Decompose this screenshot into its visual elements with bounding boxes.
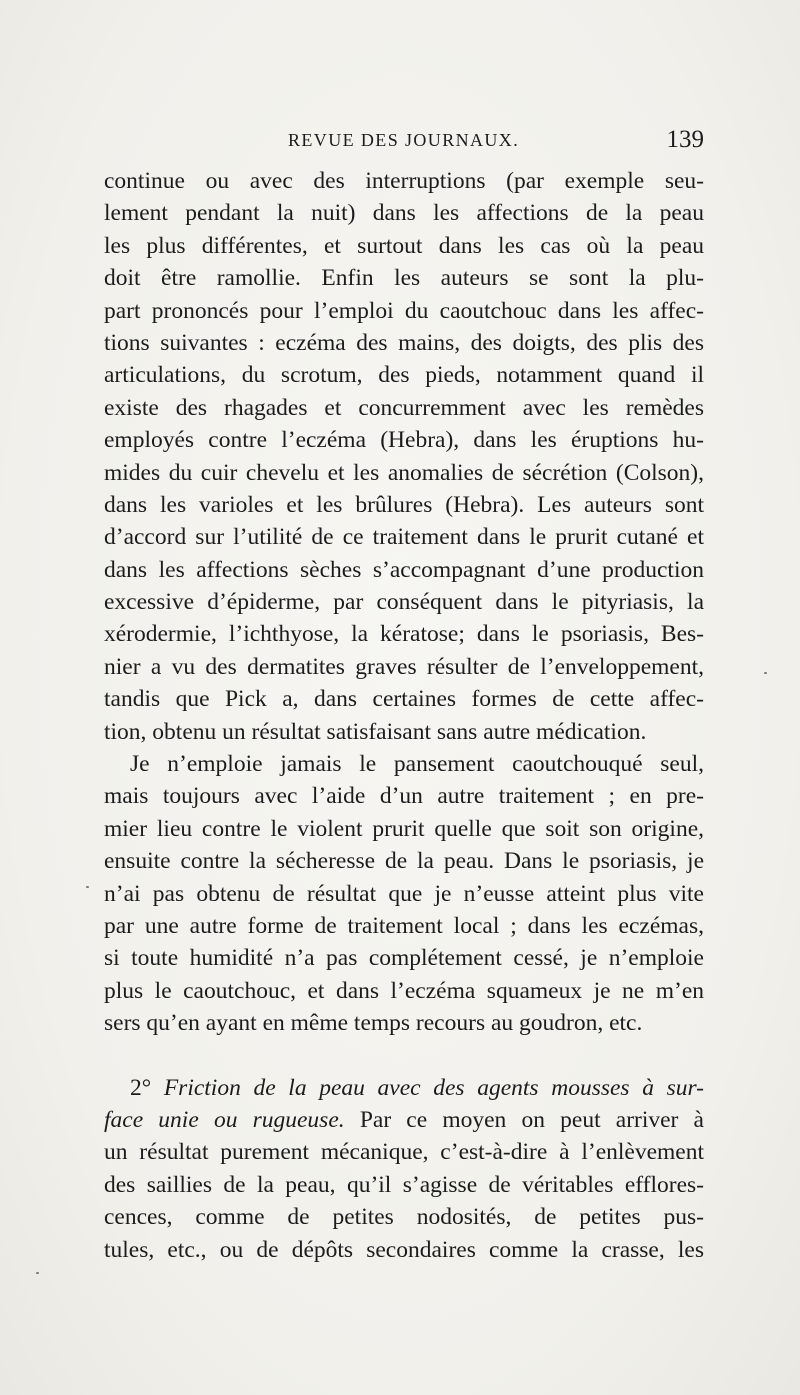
text-line: excessive d’épiderme, par conséquent dans le pityriasis, la	[104, 589, 704, 616]
text-line: doit être ramollie. Enfin les auteurs se sont la plu-	[104, 265, 704, 292]
text-line: tions suivantes : eczéma des mains, des doigts, des plis des	[104, 329, 704, 356]
text-run: Par ce moyen on peut arriver à	[359, 1106, 704, 1133]
text-line: un résultat purement mécanique, c’est-à-dire à l’enlèvement	[104, 1139, 704, 1166]
paper-speck	[764, 672, 767, 674]
text-line: mides du cuir chevelu et les anomalies de sécrétion (Colson),	[104, 459, 704, 486]
text-line: ensuite contre la sécheresse de la peau. Dans le psoriasis, je	[104, 848, 704, 875]
text-line: n’ai pas obtenu de résultat que je n’eusse atteint plus vite	[104, 880, 704, 907]
text-line: lement pendant la nuit) dans les affections de la peau	[104, 200, 704, 227]
text-line: les plus différentes, et surtout dans les cas où la peau	[104, 232, 704, 259]
paper-speck	[86, 886, 89, 888]
page-number: 139	[666, 126, 704, 153]
text-line: dans les varioles et les brûlures (Hebra). Les auteurs sont	[104, 491, 704, 518]
text-line: tules, etc., ou de dépôts secondaires comme la crasse, les	[104, 1236, 704, 1263]
text-line: si toute humidité n’a pas complétement cessé, je n’emploie	[104, 945, 704, 972]
paragraph-gap	[104, 1040, 704, 1072]
paper-speck	[36, 1272, 39, 1274]
italic-heading: Friction de la peau avec des agents mousses à sur-	[163, 1074, 704, 1101]
text-line: part prononcés pour l’emploi du caoutchouc dans les affec-	[104, 297, 704, 324]
text-line: existe des rhagades et concurremment avec les remèdes	[104, 394, 704, 421]
text-line: tandis que Pick a, dans certaines formes de cette affec-	[104, 686, 704, 713]
text-line: continue ou avec des interruptions (par exemple seu-	[104, 168, 704, 194]
text-line: articulations, du scrotum, des pieds, notamment quand il	[104, 362, 704, 389]
text-line: employés contre l’eczéma (Hebra), dans les éruptions hu-	[104, 427, 704, 454]
text-line: dans les affections sèches s’accompagnant d’une production	[104, 556, 704, 583]
paragraph-2	[104, 748, 704, 1040]
running-title: REVUE DES JOURNAUX.	[288, 130, 520, 150]
running-head	[104, 126, 704, 160]
italic-heading-cont: face unie ou rugueuse.	[104, 1106, 345, 1133]
text-line-heading	[104, 1072, 704, 1104]
text-line: plus le caoutchouc, et dans l’eczéma squameux je ne m’en	[104, 977, 704, 1004]
text-line: cences, comme de petites nodosités, de petites pus-	[104, 1204, 704, 1231]
text-line: par une autre forme de traitement local ; dans les eczémas,	[104, 912, 704, 939]
text-line-heading-cont	[104, 1104, 704, 1136]
section-number: 2°	[130, 1074, 152, 1101]
text-line: tion, obtenu un résultat satisfaisant sans autre médication.	[104, 718, 647, 745]
text-line: sers qu’en ayant en même temps recours au goudron, etc.	[104, 1010, 643, 1037]
text-line: xérodermie, l’ichthyose, la kératose; dans le psoriasis, Bes-	[104, 621, 704, 648]
text-line: mais toujours avec l’aide d’un autre traitement ; en pre-	[104, 783, 704, 810]
paragraph-1	[104, 165, 704, 748]
text-line: d’accord sur l’utilité de ce traitement dans le prurit cutané et	[104, 524, 704, 551]
text-line: mier lieu contre le violent prurit quelle que soit son origine,	[104, 815, 704, 842]
text-line: des saillies de la peau, qu’il s’agisse de véritables efflores-	[104, 1171, 704, 1198]
body-text	[104, 165, 704, 1266]
text-line: nier a vu des dermatites graves résulter de l’enveloppement,	[104, 653, 704, 680]
text-line: Je n’emploie jamais le pansement caoutchouqué seul,	[130, 751, 704, 778]
paragraph-3	[104, 1072, 704, 1266]
